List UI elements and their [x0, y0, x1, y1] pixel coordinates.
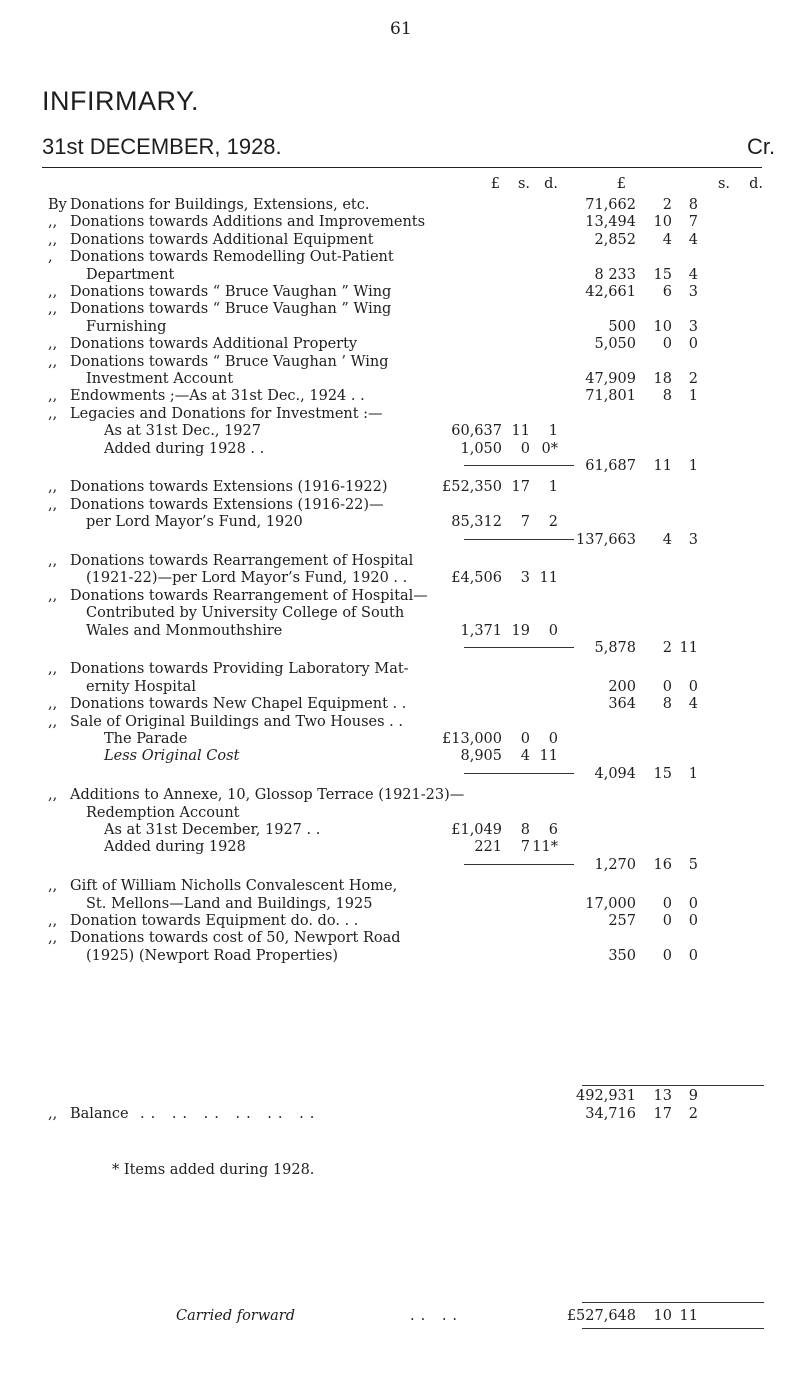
- outer-pounds: 364: [608, 696, 636, 713]
- outer-pence: 4: [688, 231, 698, 248]
- outer-pence: 8: [688, 197, 698, 213]
- outer-pounds: 13,494: [585, 214, 636, 231]
- entry-label: Additions to Annexe, 10, Glossop Terrace (1921-23)—: [70, 787, 465, 804]
- inner-shillings: 0: [520, 440, 530, 457]
- inner-pence: 0: [548, 731, 558, 747]
- outer-pence: 3: [688, 531, 698, 548]
- inner-pounds: 8,905: [460, 748, 502, 765]
- subtotal-pence: 9: [688, 1088, 698, 1104]
- footnote: * Items added during 1928.: [112, 1162, 315, 1178]
- outer-shillings: 15: [653, 266, 672, 283]
- entry-label: Donations towards “ Bruce Vaughan ” Wing: [70, 284, 392, 300]
- balance-shillings: 17: [653, 1106, 672, 1122]
- entry-prefix: ,,: [48, 336, 58, 353]
- entry-label: Legacies and Donations for Investment :—: [70, 405, 383, 422]
- inner-pence: 6: [548, 822, 558, 838]
- outer-pounds: 71,801: [585, 388, 636, 405]
- inner-pounds: 1,050: [460, 440, 502, 457]
- entry-label: Less Original Cost: [104, 748, 240, 765]
- document-title: INFIRMARY.: [42, 86, 200, 116]
- outer-pence: 1: [688, 458, 698, 474]
- outer-pounds: 17,000: [585, 895, 636, 912]
- entry-label: Wales and Monmouthshire: [86, 622, 283, 639]
- outer-pounds: 42,661: [585, 284, 636, 300]
- outer-shillings: 0: [662, 678, 672, 695]
- total-rule-bottom: [582, 1328, 764, 1329]
- outer-shillings-header: s.: [717, 176, 730, 192]
- entry-prefix: ,,: [48, 930, 58, 947]
- inner-pounds: 1,371: [460, 622, 502, 639]
- carried-forward-label: Carried forward: [176, 1308, 296, 1324]
- entry-prefix: ,,: [48, 913, 58, 929]
- outer-shillings: 8: [662, 696, 672, 713]
- outer-pence: 7: [688, 214, 698, 231]
- outer-pence: 4: [688, 696, 698, 713]
- entry-label: Donations towards Providing Laboratory Mat-: [70, 661, 409, 678]
- outer-shillings: 6: [662, 284, 672, 300]
- balance-pence: 2: [688, 1106, 698, 1122]
- outer-pounds: 350: [608, 947, 636, 964]
- outer-shillings: 0: [662, 336, 672, 353]
- entry-prefix: ,,: [48, 405, 58, 422]
- entry-prefix: By: [48, 197, 67, 213]
- entry-label: St. Mellons—Land and Buildings, 1925: [86, 895, 373, 912]
- carried-forward-pence: 11: [679, 1308, 698, 1324]
- entry-prefix: ,,: [48, 696, 58, 713]
- carried-forward-pounds: £527,648: [566, 1308, 636, 1324]
- outer-pence: 0: [688, 336, 698, 353]
- outer-pounds: 71,662: [585, 197, 636, 213]
- entry-label: Gift of William Nicholls Convalescent Home,: [70, 878, 398, 895]
- outer-pounds: 200: [608, 678, 636, 695]
- outer-shillings: 18: [653, 371, 672, 387]
- inner-pounds: £4,506: [451, 570, 502, 587]
- balance-prefix: ,,: [48, 1106, 58, 1122]
- entry-prefix: ,: [48, 249, 53, 266]
- outer-pence: 11: [679, 640, 698, 656]
- inner-pence: 11: [539, 748, 558, 765]
- entry-label: Donations towards Rearrangement of Hospital: [70, 553, 414, 569]
- entry-prefix: ,,: [48, 496, 58, 513]
- outer-pounds: 5,050: [594, 336, 636, 353]
- balance-leaders: .. .. .. .. .. ..: [140, 1106, 321, 1122]
- entry-label: Donations towards “ Bruce Vaughan ” Wing: [70, 301, 392, 318]
- inner-shillings: 19: [511, 622, 530, 639]
- inner-pounds: 85,312: [451, 514, 502, 531]
- balance-label: Balance: [70, 1106, 129, 1122]
- outer-shillings: 10: [653, 318, 672, 335]
- inner-shillings: 3: [520, 570, 530, 587]
- outer-pence: 1: [688, 765, 698, 782]
- entry-label: Donations towards Additional Equipment: [70, 231, 374, 248]
- inner-pounds: £1,049: [451, 822, 502, 838]
- entry-label: As at 31st December, 1927 . .: [104, 822, 321, 838]
- inner-pence: 2: [548, 514, 558, 531]
- outer-pounds-header: £: [616, 176, 626, 192]
- outer-shillings: 10: [653, 214, 672, 231]
- outer-pence: 4: [688, 266, 698, 283]
- outer-shillings: 0: [662, 947, 672, 964]
- outer-shillings: 16: [653, 856, 672, 873]
- entry-label: Donations towards Rearrangement of Hospital—: [70, 587, 428, 604]
- entry-prefix: ,,: [48, 587, 58, 604]
- entry-label: per Lord Mayor’s Fund, 1920: [86, 514, 303, 531]
- inner-pence: 0: [548, 622, 558, 639]
- outer-pence: 1: [688, 388, 698, 405]
- outer-pounds: 1,270: [594, 856, 636, 873]
- entry-prefix: ,,: [48, 284, 58, 300]
- outer-shillings: 2: [662, 197, 672, 213]
- balance-pounds: 34,716: [585, 1106, 636, 1122]
- entry-prefix: ,,: [48, 353, 58, 370]
- entry-label: (1921-22)—per Lord Mayor’s Fund, 1920 . .: [86, 570, 408, 587]
- inner-shillings: 8: [520, 822, 530, 838]
- entry-label: Furnishing: [86, 318, 167, 335]
- inner-pence: 0*: [541, 440, 558, 457]
- header-rule: [42, 167, 762, 168]
- entry-label: Donations for Buildings, Extensions, etc.: [70, 197, 370, 213]
- outer-pounds: 500: [608, 318, 636, 335]
- outer-shillings: 2: [662, 640, 672, 656]
- outer-pence: 3: [688, 284, 698, 300]
- inner-pence-header: d.: [544, 176, 558, 192]
- outer-pence: 0: [688, 913, 698, 929]
- entry-label: Endowments ;—As at 31st Dec., 1924 . .: [70, 388, 365, 405]
- entry-label: Donation towards Equipment do. do. . .: [70, 913, 359, 929]
- inner-pounds: 60,637: [451, 423, 502, 440]
- entry-label: Donations towards Additions and Improvements: [70, 214, 426, 231]
- entry-label: (1925) (Newport Road Properties): [86, 947, 339, 964]
- inner-shillings: 0: [520, 731, 530, 747]
- entry-prefix: ,,: [48, 661, 58, 678]
- inner-pence: 11*: [532, 839, 558, 856]
- entry-label: As at 31st Dec., 1927: [104, 423, 261, 440]
- entry-label: Added during 1928: [104, 839, 246, 856]
- outer-pounds: 137,663: [576, 531, 636, 548]
- outer-pence: 0: [688, 895, 698, 912]
- entry-prefix: ,,: [48, 301, 58, 318]
- entry-prefix: ,,: [48, 553, 58, 569]
- outer-shillings: 0: [662, 913, 672, 929]
- outer-pence: 2: [688, 371, 698, 387]
- entry-label: Donations towards “ Bruce Vaughan ’ Wing: [70, 353, 389, 370]
- page-number: 61: [390, 19, 412, 39]
- entry-label: Donations towards Remodelling Out-Patient: [70, 249, 394, 266]
- entry-label: Added during 1928 . .: [104, 440, 265, 457]
- entry-prefix: ,,: [48, 479, 58, 496]
- outer-pence: 5: [688, 856, 698, 873]
- outer-shillings: 11: [653, 458, 672, 474]
- inner-pounds: £13,000: [442, 731, 502, 747]
- inner-pounds-header: £: [490, 176, 500, 192]
- inner-shillings: 4: [520, 748, 530, 765]
- inner-shillings: 11: [511, 423, 530, 440]
- inner-pence: 1: [548, 423, 558, 440]
- inner-shillings-header: s.: [517, 176, 530, 192]
- entry-label: Sale of Original Buildings and Two Houses . .: [70, 713, 403, 730]
- outer-pounds: 257: [608, 913, 636, 929]
- outer-pounds: 4,094: [594, 765, 636, 782]
- outer-pence: 0: [688, 678, 698, 695]
- entry-label: Donations towards cost of 50, Newport Road: [70, 930, 401, 947]
- inner-pounds: 221: [474, 839, 502, 856]
- entry-label: Donations towards Extensions (1916-22)—: [70, 496, 384, 513]
- carried-forward-shillings: 10: [653, 1308, 672, 1324]
- entry-label: Donations towards New Chapel Equipment . .: [70, 696, 407, 713]
- entry-label: Department: [86, 266, 175, 283]
- entry-prefix: ,,: [48, 713, 58, 730]
- entry-prefix: ,,: [48, 231, 58, 248]
- entry-prefix: ,,: [48, 388, 58, 405]
- outer-pounds: 8 233: [594, 266, 636, 283]
- inner-shillings: 17: [511, 479, 530, 496]
- outer-shillings: 8: [662, 388, 672, 405]
- outer-shillings: 4: [662, 231, 672, 248]
- outer-pence: 0: [688, 947, 698, 964]
- entry-label: Donations towards Extensions (1916-1922): [70, 479, 388, 496]
- inner-shillings: 7: [520, 514, 530, 531]
- inner-pence: 11: [539, 570, 558, 587]
- entry-prefix: ,,: [48, 214, 58, 231]
- inner-pounds: £52,350: [442, 479, 502, 496]
- outer-pounds: 2,852: [594, 231, 636, 248]
- outer-pounds: 47,909: [585, 371, 636, 387]
- subtotal-shillings: 13: [653, 1088, 672, 1104]
- outer-pounds: 61,687: [585, 458, 636, 474]
- entry-prefix: ,,: [48, 878, 58, 895]
- entry-label: Donations towards Additional Property: [70, 336, 358, 353]
- outer-pence-header: d.: [749, 176, 763, 192]
- statement-date: 31st DECEMBER, 1928.: [42, 134, 282, 159]
- outer-pence: 3: [688, 318, 698, 335]
- carried-forward-leaders: .. ..: [410, 1308, 464, 1324]
- outer-shillings: 15: [653, 765, 672, 782]
- total-rule-top: [582, 1302, 764, 1303]
- entry-label: Investment Account: [86, 371, 234, 387]
- subtotal-pounds: 492,931: [576, 1088, 636, 1104]
- entry-label: Contributed by University College of South: [86, 605, 405, 622]
- inner-pence: 1: [548, 479, 558, 496]
- subtotal-rule: [582, 1085, 764, 1086]
- inner-shillings: 7: [520, 839, 530, 856]
- outer-pounds: 5,878: [594, 640, 636, 656]
- outer-shillings: 0: [662, 895, 672, 912]
- entry-label: Redemption Account: [86, 804, 240, 821]
- side-label: Cr.: [747, 134, 776, 159]
- entry-label: ernity Hospital: [86, 678, 196, 695]
- outer-shillings: 4: [662, 531, 672, 548]
- entry-prefix: ,,: [48, 787, 58, 804]
- entry-label: The Parade: [104, 731, 188, 747]
